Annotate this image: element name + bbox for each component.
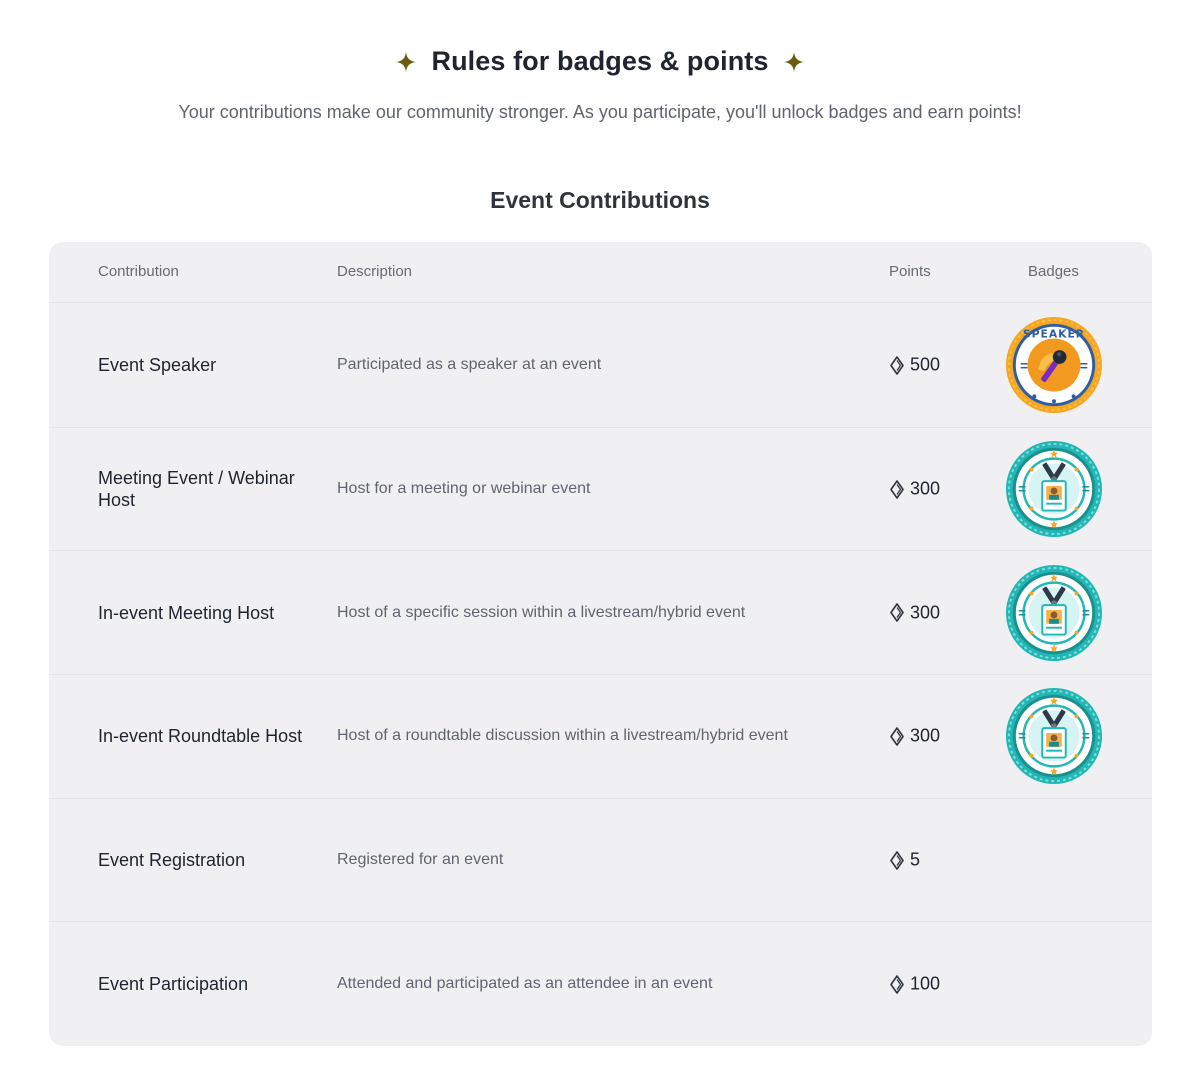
contribution-name: In-event Meeting Host bbox=[98, 602, 275, 623]
points-value: 100 bbox=[910, 973, 941, 994]
table-row bbox=[49, 923, 1152, 1047]
page-title: Rules for badges & points bbox=[431, 46, 769, 76]
column-header-badges: Badges bbox=[1028, 263, 1079, 280]
host-badge-icon bbox=[1005, 440, 1103, 538]
host-badge-icon bbox=[1005, 687, 1103, 785]
points-value: 300 bbox=[910, 602, 941, 623]
sparkle-icon bbox=[395, 51, 417, 73]
diamond-icon bbox=[889, 479, 905, 499]
diamond-icon bbox=[889, 726, 905, 746]
table-row bbox=[49, 799, 1152, 923]
diamond-icon bbox=[889, 355, 905, 375]
speaker-badge-icon bbox=[1005, 316, 1103, 414]
badge-lettering: SPEAKER bbox=[1022, 327, 1086, 341]
page-header bbox=[0, 0, 1200, 140]
title-row bbox=[0, 46, 1200, 77]
contributions-table bbox=[49, 242, 1152, 1046]
contribution-description: Host of a roundtable discussion within a livestream/hybrid event bbox=[337, 727, 788, 745]
host-badge-icon bbox=[1005, 564, 1103, 662]
points-cell bbox=[889, 479, 940, 500]
contribution-name: Event Participation bbox=[98, 974, 249, 995]
points-cell bbox=[889, 974, 940, 995]
points-value: 300 bbox=[910, 725, 941, 746]
section-title: Event Contributions bbox=[490, 187, 710, 213]
table-row bbox=[49, 551, 1152, 675]
column-header-description: Description bbox=[337, 263, 413, 280]
contribution-description: Registered for an event bbox=[337, 851, 504, 869]
contribution-name: Meeting Event / Webinar Host bbox=[98, 468, 295, 511]
page-subtitle: Your contributions make our community stronger. As you participate, you'll unlock badges and earn points! bbox=[178, 102, 1022, 122]
column-header-contribution: Contribution bbox=[98, 263, 179, 280]
contribution-description: Host for a meeting or webinar event bbox=[337, 480, 591, 498]
table-row bbox=[49, 428, 1152, 552]
diamond-icon bbox=[889, 850, 905, 870]
points-cell bbox=[889, 602, 940, 623]
contribution-description: Participated as a speaker at an event bbox=[337, 356, 602, 374]
diamond-icon bbox=[889, 603, 905, 623]
table-header bbox=[49, 242, 1152, 303]
points-value: 500 bbox=[910, 354, 941, 375]
points-cell bbox=[889, 726, 940, 747]
points-value: 5 bbox=[910, 849, 921, 870]
points-cell bbox=[889, 355, 940, 376]
diamond-icon bbox=[889, 974, 905, 994]
sparkle-icon bbox=[783, 51, 805, 73]
contribution-name: In-event Roundtable Host bbox=[98, 726, 303, 747]
contribution-description: Host of a specific session within a livestream/hybrid event bbox=[337, 603, 746, 621]
column-header-points: Points bbox=[889, 263, 931, 280]
points-value: 300 bbox=[910, 478, 941, 499]
contribution-description: Attended and participated as an attendee in an event bbox=[337, 975, 713, 993]
points-cell bbox=[889, 850, 920, 871]
table-row bbox=[49, 675, 1152, 799]
contribution-name: Event Speaker bbox=[98, 355, 217, 376]
contribution-name: Event Registration bbox=[98, 850, 246, 871]
table-row bbox=[49, 304, 1152, 428]
